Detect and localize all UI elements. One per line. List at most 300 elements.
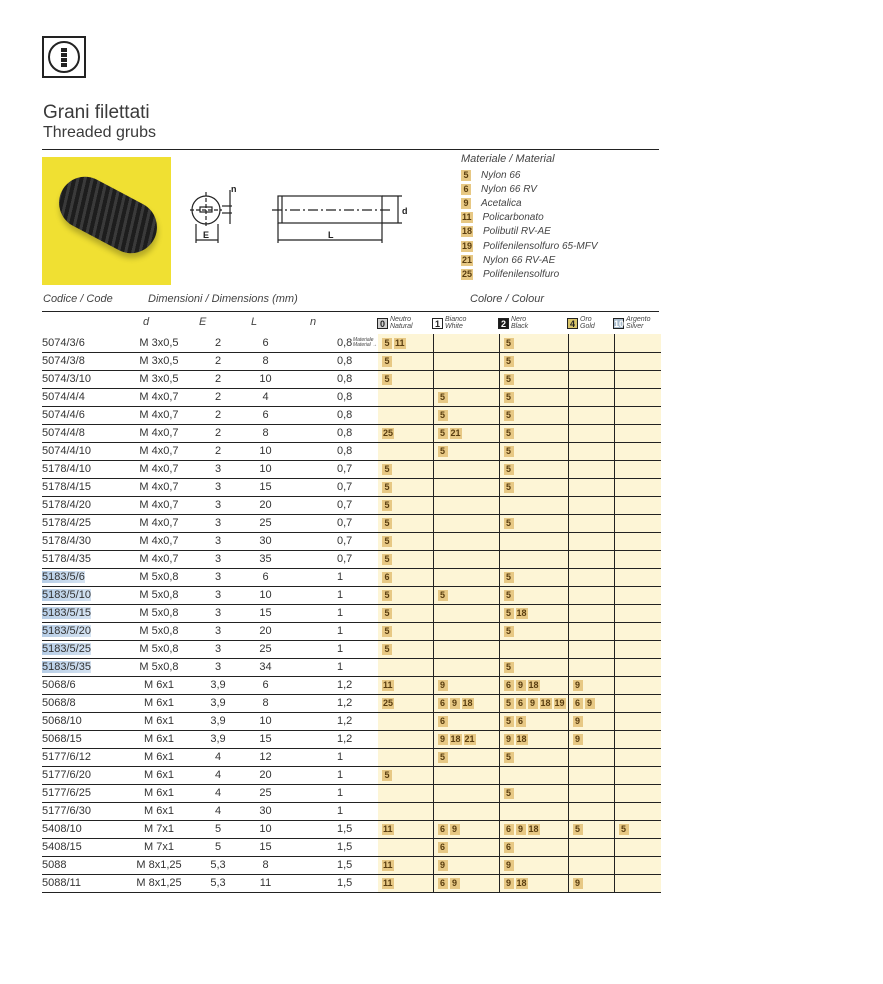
cell-colour-c10 bbox=[614, 586, 661, 604]
cell-colour-c10 bbox=[614, 874, 661, 892]
table-row bbox=[42, 532, 661, 550]
material-chip: 5 bbox=[438, 392, 448, 403]
cell-L: 4 bbox=[238, 388, 293, 406]
cell-colour-c1 bbox=[433, 640, 499, 658]
cell-E: 4 bbox=[198, 748, 238, 766]
cell-L: 10 bbox=[238, 586, 293, 604]
colour-header: Colore / Colour bbox=[470, 293, 544, 305]
cell-n: 0,8 bbox=[293, 352, 353, 370]
material-chip: 11 bbox=[383, 878, 393, 888]
material-chip: 5 bbox=[504, 338, 514, 349]
cell-colour-c2 bbox=[499, 658, 568, 676]
product-code: 5074/4/8 bbox=[42, 427, 85, 439]
technical-drawing bbox=[180, 180, 420, 250]
cell-colour-c0 bbox=[378, 496, 433, 514]
divider bbox=[42, 311, 659, 312]
colour-label: Bianco White bbox=[445, 316, 467, 330]
cell-n: 0,7 bbox=[293, 460, 353, 478]
cell-E: 2 bbox=[198, 388, 238, 406]
material-chip: 5 bbox=[382, 338, 392, 349]
cell-colour-c4 bbox=[568, 622, 614, 640]
cell-colour-c4 bbox=[568, 496, 614, 514]
table-row bbox=[42, 784, 661, 802]
material-code-chip: 9 bbox=[461, 198, 471, 209]
table-row bbox=[42, 424, 661, 442]
material-row-label bbox=[353, 676, 378, 694]
cell-E: 4 bbox=[198, 784, 238, 802]
col-header-E: E bbox=[199, 316, 207, 328]
material-chip: 5 bbox=[438, 590, 448, 601]
cell-E: 2 bbox=[198, 406, 238, 424]
cell-colour-c1 bbox=[433, 766, 499, 784]
material-chip: 18 bbox=[528, 680, 539, 690]
material-name: Nylon 66 bbox=[481, 169, 521, 181]
cell-code bbox=[42, 406, 120, 424]
cell-colour-c2 bbox=[499, 550, 568, 568]
cell-colour-c0 bbox=[378, 460, 433, 478]
cell-L: 11 bbox=[238, 874, 293, 892]
cell-E: 4 bbox=[198, 802, 238, 820]
cell-colour-c4 bbox=[568, 514, 614, 532]
material-chip: 9 bbox=[585, 698, 595, 709]
cell-colour-c0 bbox=[378, 568, 433, 586]
cell-n: 1 bbox=[293, 802, 353, 820]
cell-colour-c2 bbox=[499, 424, 568, 442]
material-row-label bbox=[353, 442, 378, 460]
cell-code bbox=[42, 550, 120, 568]
cell-E: 3 bbox=[198, 604, 238, 622]
cell-colour-c1 bbox=[433, 514, 499, 532]
product-code: 5178/4/15 bbox=[42, 481, 91, 493]
material-chip: 9 bbox=[528, 698, 538, 709]
table-row bbox=[42, 568, 661, 586]
material-code-chip: 11 bbox=[462, 212, 472, 223]
material-chip: 5 bbox=[504, 428, 514, 439]
cell-L: 34 bbox=[238, 658, 293, 676]
cell-colour-c4 bbox=[568, 730, 614, 748]
label-L: L bbox=[328, 230, 334, 240]
product-code: 5068/6 bbox=[42, 679, 76, 691]
cell-colour-c1 bbox=[433, 352, 499, 370]
cell-E: 3 bbox=[198, 550, 238, 568]
material-chip: 5 bbox=[504, 482, 514, 493]
cell-colour-c4 bbox=[568, 352, 614, 370]
cell-d: M 6x1 bbox=[120, 766, 198, 784]
cell-colour-c10 bbox=[614, 532, 661, 550]
cell-colour-c0 bbox=[378, 622, 433, 640]
material-chip: 5 bbox=[573, 824, 583, 835]
table-row bbox=[42, 856, 661, 874]
divider bbox=[42, 149, 659, 150]
cell-n: 1 bbox=[293, 748, 353, 766]
cell-d: M 7x1 bbox=[120, 820, 198, 838]
material-chip: 5 bbox=[504, 374, 514, 385]
cell-colour-c1 bbox=[433, 676, 499, 694]
material-chip: 9 bbox=[573, 680, 583, 691]
material-row-label bbox=[353, 496, 378, 514]
cell-colour-c0 bbox=[378, 514, 433, 532]
table-row bbox=[42, 766, 661, 784]
product-code: 5068/10 bbox=[42, 715, 82, 727]
col-header-L: L bbox=[251, 316, 258, 328]
cell-colour-c10 bbox=[614, 352, 661, 370]
cell-d: M 5x0,8 bbox=[120, 640, 198, 658]
cell-code bbox=[42, 640, 120, 658]
material-chip: 5 bbox=[504, 518, 514, 529]
material-chip: 9 bbox=[573, 716, 583, 727]
cell-code bbox=[42, 784, 120, 802]
cell-colour-c10 bbox=[614, 766, 661, 784]
product-code: 5074/3/8 bbox=[42, 355, 85, 367]
cell-L: 30 bbox=[238, 532, 293, 550]
material-legend-item bbox=[461, 182, 661, 196]
material-legend-item bbox=[461, 168, 661, 182]
cell-n: 0,7 bbox=[293, 550, 353, 568]
material-chip: 9 bbox=[438, 860, 448, 871]
cell-d: M 5x0,8 bbox=[120, 622, 198, 640]
cell-colour-c2 bbox=[499, 514, 568, 532]
cell-colour-c4 bbox=[568, 838, 614, 856]
cell-d: M 6x1 bbox=[120, 784, 198, 802]
cell-E: 3,9 bbox=[198, 730, 238, 748]
material-chip: 5 bbox=[619, 824, 629, 835]
colour-label: Argento Silver bbox=[626, 316, 651, 330]
product-code: 5178/4/30 bbox=[42, 535, 91, 547]
cell-colour-c2 bbox=[499, 856, 568, 874]
table-row bbox=[42, 820, 661, 838]
material-code-chip: 25 bbox=[462, 268, 473, 279]
cell-code bbox=[42, 694, 120, 712]
material-name: Nylon 66 RV-AE bbox=[483, 254, 556, 266]
material-chip: 25 bbox=[383, 428, 394, 438]
colour-swatch: 2 bbox=[498, 318, 509, 329]
cell-n: 1 bbox=[293, 604, 353, 622]
cell-colour-c2 bbox=[499, 334, 568, 352]
table-row bbox=[42, 676, 661, 694]
table-row bbox=[42, 460, 661, 478]
cell-L: 12 bbox=[238, 748, 293, 766]
cell-d: M 3x0,5 bbox=[120, 334, 198, 352]
material-chip: 5 bbox=[504, 626, 514, 637]
cell-E: 2 bbox=[198, 352, 238, 370]
cell-L: 30 bbox=[238, 802, 293, 820]
cell-colour-c4 bbox=[568, 424, 614, 442]
product-code: 5183/5/15 bbox=[42, 607, 91, 619]
cell-colour-c1 bbox=[433, 424, 499, 442]
colour-header-silver bbox=[613, 316, 651, 330]
product-code: 5177/6/20 bbox=[42, 769, 91, 781]
cell-d: M 8x1,25 bbox=[120, 874, 198, 892]
cell-code bbox=[42, 838, 120, 856]
material-row-label bbox=[353, 712, 378, 730]
material-row-label bbox=[353, 604, 378, 622]
cell-d: M 6x1 bbox=[120, 748, 198, 766]
cell-colour-c0 bbox=[378, 766, 433, 784]
product-code: 5183/5/20 bbox=[42, 625, 91, 637]
table-row bbox=[42, 604, 661, 622]
cell-colour-c2 bbox=[499, 712, 568, 730]
cell-colour-c0 bbox=[378, 802, 433, 820]
material-chip: 6 bbox=[516, 698, 526, 709]
cell-colour-c1 bbox=[433, 568, 499, 586]
material-chip: 6 bbox=[438, 878, 448, 889]
cell-colour-c1 bbox=[433, 730, 499, 748]
cell-colour-c10 bbox=[614, 514, 661, 532]
col-header-d: d bbox=[143, 316, 150, 328]
material-chip: 5 bbox=[504, 572, 514, 583]
cell-code bbox=[42, 370, 120, 388]
table-row bbox=[42, 586, 661, 604]
cell-E: 2 bbox=[198, 424, 238, 442]
material-legend-item bbox=[461, 253, 661, 267]
material-legend-item bbox=[461, 267, 661, 281]
material-chip: 6 bbox=[573, 698, 583, 709]
table-row bbox=[42, 730, 661, 748]
cell-n: 0,8 bbox=[293, 442, 353, 460]
cell-n: 0,7 bbox=[293, 478, 353, 496]
cell-colour-c4 bbox=[568, 550, 614, 568]
material-chip: 18 bbox=[516, 734, 527, 744]
material-name: Polifenilensolfuro bbox=[483, 268, 560, 280]
cell-colour-c4 bbox=[568, 604, 614, 622]
material-chip: 9 bbox=[438, 734, 448, 745]
cell-colour-c0 bbox=[378, 352, 433, 370]
cell-colour-c2 bbox=[499, 874, 568, 892]
colour-header-white bbox=[432, 316, 466, 330]
cell-colour-c0 bbox=[378, 406, 433, 424]
material-chip: 9 bbox=[450, 824, 460, 835]
material-chip: 18 bbox=[516, 878, 527, 888]
cell-d: M 5x0,8 bbox=[120, 658, 198, 676]
cell-colour-c4 bbox=[568, 802, 614, 820]
cell-colour-c4 bbox=[568, 856, 614, 874]
colour-swatch: 10 bbox=[614, 318, 625, 329]
material-chip: 9 bbox=[573, 878, 583, 889]
material-row-label bbox=[353, 388, 378, 406]
cell-E: 5 bbox=[198, 838, 238, 856]
material-row-label: Materiale Material → bbox=[353, 334, 378, 352]
product-code: 5408/10 bbox=[42, 823, 82, 835]
material-chip: 9 bbox=[516, 824, 526, 835]
cell-colour-c2 bbox=[499, 442, 568, 460]
material-legend-item bbox=[461, 239, 661, 253]
colour-header-black bbox=[498, 316, 528, 330]
cell-n: 1 bbox=[293, 586, 353, 604]
cell-colour-c2 bbox=[499, 820, 568, 838]
cell-E: 3 bbox=[198, 532, 238, 550]
colour-swatch: 4 bbox=[567, 318, 578, 329]
cell-code bbox=[42, 712, 120, 730]
cell-colour-c4 bbox=[568, 748, 614, 766]
cell-n: 1 bbox=[293, 640, 353, 658]
cell-n: 1 bbox=[293, 622, 353, 640]
colour-label: Neutro Natural bbox=[390, 316, 413, 330]
page-subtitle: Threaded grubs bbox=[43, 124, 156, 141]
product-code: 5183/5/10 bbox=[42, 589, 91, 601]
material-row-label bbox=[353, 766, 378, 784]
cell-n: 0,8 bbox=[293, 370, 353, 388]
cell-colour-c1 bbox=[433, 856, 499, 874]
cell-d: M 3x0,5 bbox=[120, 352, 198, 370]
logo-ring bbox=[48, 41, 80, 73]
material-row-label bbox=[353, 532, 378, 550]
cell-colour-c10 bbox=[614, 694, 661, 712]
material-row-label bbox=[353, 514, 378, 532]
product-code: 5074/3/10 bbox=[42, 373, 91, 385]
product-code: 5068/15 bbox=[42, 733, 82, 745]
product-code: 5408/15 bbox=[42, 841, 82, 853]
cell-colour-c0 bbox=[378, 712, 433, 730]
material-code-chip: 19 bbox=[462, 240, 473, 251]
material-chip: 5 bbox=[382, 644, 392, 655]
cell-L: 15 bbox=[238, 838, 293, 856]
material-chip: 6 bbox=[438, 716, 448, 727]
table-row bbox=[42, 514, 661, 532]
material-row-label bbox=[353, 658, 378, 676]
cell-colour-c0 bbox=[378, 748, 433, 766]
cell-L: 6 bbox=[238, 334, 293, 352]
cell-colour-c10 bbox=[614, 424, 661, 442]
material-legend bbox=[461, 153, 661, 282]
cell-colour-c2 bbox=[499, 730, 568, 748]
cell-n: 1,5 bbox=[293, 838, 353, 856]
cell-colour-c10 bbox=[614, 784, 661, 802]
cell-colour-c0 bbox=[378, 424, 433, 442]
cell-d: M 4x0,7 bbox=[120, 532, 198, 550]
material-chip: 5 bbox=[438, 428, 448, 439]
cell-colour-c2 bbox=[499, 802, 568, 820]
material-chip: 5 bbox=[504, 698, 514, 709]
cell-d: M 6x1 bbox=[120, 712, 198, 730]
cell-colour-c10 bbox=[614, 370, 661, 388]
material-chip: 6 bbox=[504, 680, 514, 691]
cell-d: M 4x0,7 bbox=[120, 460, 198, 478]
material-row-label bbox=[353, 730, 378, 748]
cell-colour-c2 bbox=[499, 460, 568, 478]
table-row bbox=[42, 478, 661, 496]
cell-colour-c2 bbox=[499, 388, 568, 406]
material-row-label bbox=[353, 874, 378, 892]
cell-L: 10 bbox=[238, 820, 293, 838]
cell-colour-c0 bbox=[378, 838, 433, 856]
material-chip: 11 bbox=[395, 337, 405, 348]
material-chip: 9 bbox=[504, 878, 514, 889]
cell-colour-c0 bbox=[378, 640, 433, 658]
cell-L: 25 bbox=[238, 784, 293, 802]
cell-colour-c2 bbox=[499, 532, 568, 550]
cell-code bbox=[42, 658, 120, 676]
material-chip: 9 bbox=[504, 860, 514, 871]
cell-colour-c10 bbox=[614, 712, 661, 730]
col-header-n: n bbox=[310, 316, 317, 328]
cell-colour-c1 bbox=[433, 496, 499, 514]
material-chip: 6 bbox=[438, 698, 448, 709]
cell-code bbox=[42, 586, 120, 604]
material-chip: 5 bbox=[504, 788, 514, 799]
cell-d: M 4x0,7 bbox=[120, 514, 198, 532]
material-chip: 5 bbox=[438, 752, 448, 763]
cell-colour-c4 bbox=[568, 370, 614, 388]
product-code: 5074/3/6 bbox=[42, 336, 85, 349]
material-chip: 18 bbox=[450, 734, 461, 744]
cell-colour-c2 bbox=[499, 640, 568, 658]
cell-E: 3 bbox=[198, 586, 238, 604]
material-chip: 5 bbox=[382, 482, 392, 493]
cell-E: 3 bbox=[198, 568, 238, 586]
cell-code bbox=[42, 856, 120, 874]
material-chip: 5 bbox=[382, 590, 392, 601]
material-chip: 5 bbox=[382, 500, 392, 511]
cell-colour-c4 bbox=[568, 334, 614, 352]
cell-colour-c1 bbox=[433, 370, 499, 388]
material-chip: 18 bbox=[516, 608, 527, 618]
cell-colour-c2 bbox=[499, 352, 568, 370]
cell-n: 0,8 bbox=[293, 406, 353, 424]
cell-L: 20 bbox=[238, 766, 293, 784]
table-row bbox=[42, 838, 661, 856]
cell-colour-c1 bbox=[433, 784, 499, 802]
table-row bbox=[42, 550, 661, 568]
cell-L: 25 bbox=[238, 514, 293, 532]
table-row bbox=[42, 712, 661, 730]
cell-E: 2 bbox=[198, 442, 238, 460]
cell-colour-c4 bbox=[568, 388, 614, 406]
cell-d: M 6x1 bbox=[120, 694, 198, 712]
cell-L: 20 bbox=[238, 496, 293, 514]
cell-colour-c10 bbox=[614, 406, 661, 424]
cell-E: 3,9 bbox=[198, 676, 238, 694]
material-chip: 5 bbox=[504, 716, 514, 727]
cell-E: 3,9 bbox=[198, 712, 238, 730]
cell-colour-c0 bbox=[378, 370, 433, 388]
cell-L: 8 bbox=[238, 694, 293, 712]
cell-colour-c1 bbox=[433, 802, 499, 820]
cell-L: 8 bbox=[238, 856, 293, 874]
material-chip: 18 bbox=[540, 698, 551, 708]
cell-code bbox=[42, 874, 120, 892]
material-chip: 5 bbox=[504, 464, 514, 475]
table-row bbox=[42, 442, 661, 460]
cell-colour-c2 bbox=[499, 838, 568, 856]
material-chip: 5 bbox=[382, 626, 392, 637]
cell-colour-c2 bbox=[499, 406, 568, 424]
material-chip: 11 bbox=[383, 680, 393, 690]
cell-colour-c1 bbox=[433, 820, 499, 838]
cell-colour-c2 bbox=[499, 478, 568, 496]
cell-d: M 3x0,5 bbox=[120, 370, 198, 388]
cell-E: 3 bbox=[198, 460, 238, 478]
cell-colour-c1 bbox=[433, 658, 499, 676]
cell-code bbox=[42, 676, 120, 694]
cell-d: M 6x1 bbox=[120, 802, 198, 820]
material-chip: 9 bbox=[504, 734, 514, 745]
cell-code bbox=[42, 442, 120, 460]
material-chip: 5 bbox=[504, 752, 514, 763]
stra-logo bbox=[42, 36, 86, 78]
cell-colour-c10 bbox=[614, 568, 661, 586]
material-legend-item bbox=[461, 196, 661, 210]
cell-E: 5,3 bbox=[198, 856, 238, 874]
cell-colour-c2 bbox=[499, 622, 568, 640]
cell-colour-c0 bbox=[378, 442, 433, 460]
cell-code bbox=[42, 766, 120, 784]
cell-colour-c10 bbox=[614, 856, 661, 874]
cell-L: 10 bbox=[238, 460, 293, 478]
cell-colour-c1 bbox=[433, 460, 499, 478]
material-chip: 11 bbox=[383, 824, 393, 834]
product-code: 5177/6/30 bbox=[42, 805, 91, 817]
material-row-label bbox=[353, 694, 378, 712]
